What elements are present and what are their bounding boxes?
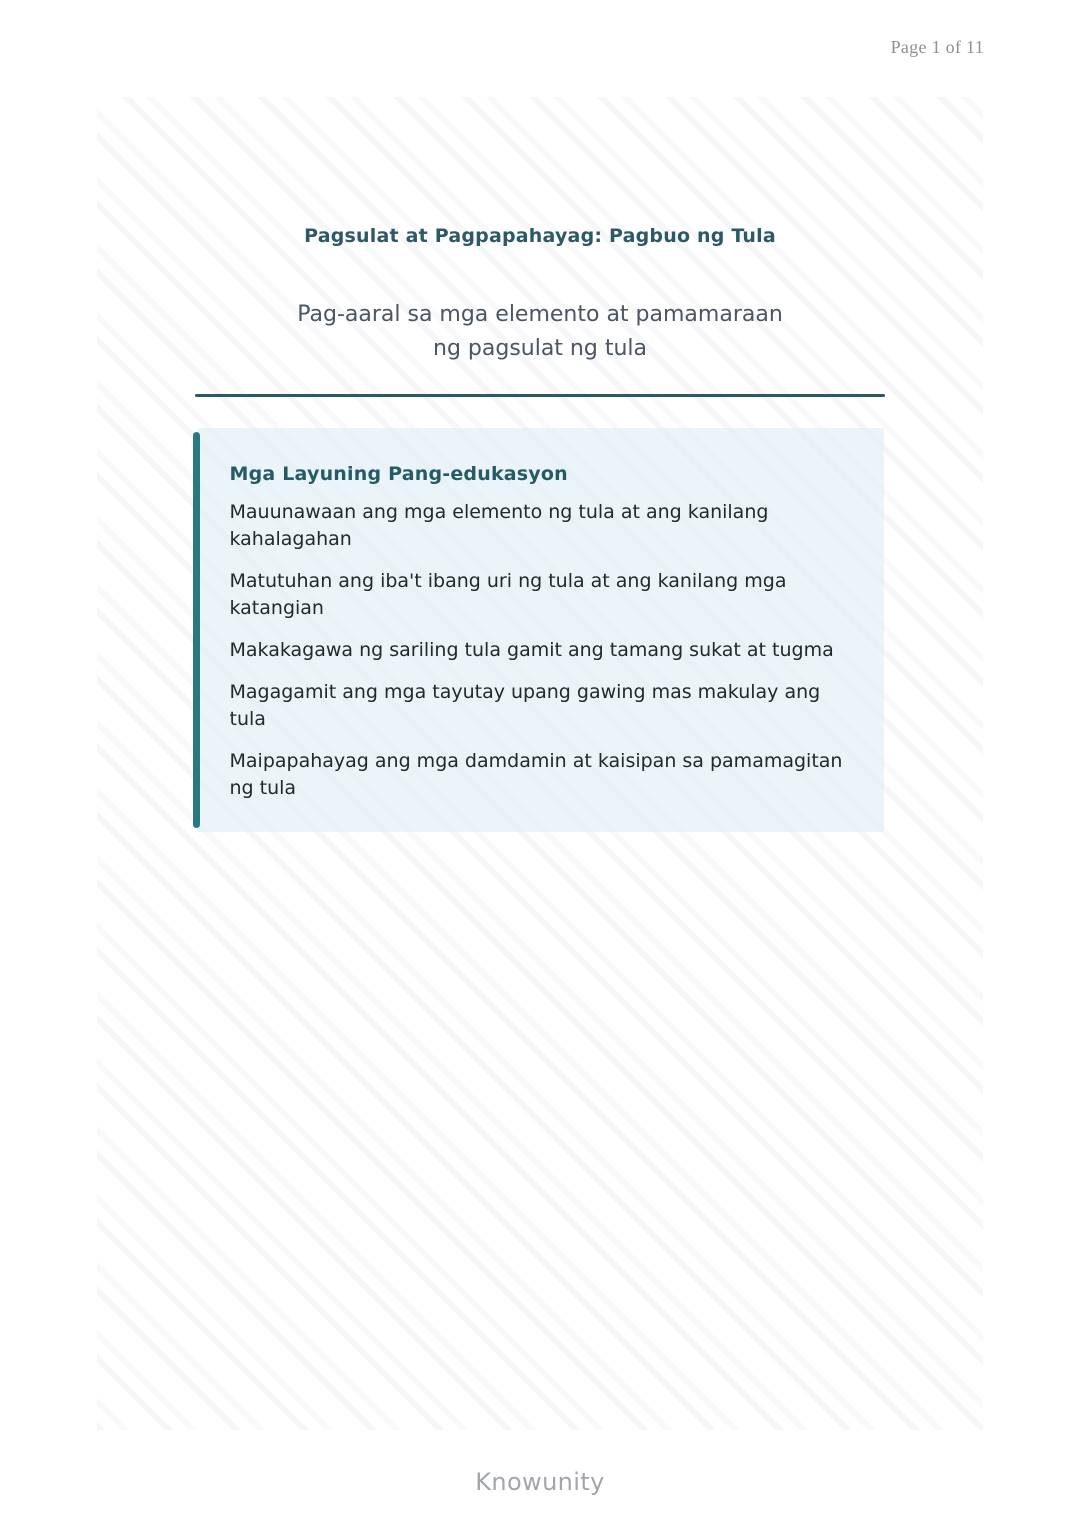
objective-item: Makakagawa ng sariling tula gamit ang tamang sukat at tugma <box>229 639 834 661</box>
objective-item: Mauunawaan ang mga elemento ng tula at ang kanilang kahalagahan <box>229 501 769 550</box>
section-divider <box>195 394 885 397</box>
page-indicator: Page 1 of 11 <box>890 37 984 57</box>
objective-item: Maipapahayag ang mga damdamin at kaisipan sa pamamagitan ng tula <box>229 750 843 799</box>
footer-brand: Knowunity <box>475 1468 605 1496</box>
objectives-heading: Mga Layuning Pang-edukasyon <box>229 463 568 485</box>
objective-item: Matutuhan ang iba't ibang uri ng tula at ang kanilang mga katangian <box>229 570 787 619</box>
objectives-box <box>197 428 884 832</box>
page-title: Pagsulat at Pagpapahayag: Pagbuo ng Tula <box>304 225 776 247</box>
objective-item: Magagamit ang mga tayutay upang gawing mas makulay ang tula <box>229 681 821 730</box>
page-subtitle: Pag-aaral sa mga elemento at pamamaraan ng pagsulat ng tula <box>297 302 783 361</box>
document-body <box>97 97 983 1430</box>
